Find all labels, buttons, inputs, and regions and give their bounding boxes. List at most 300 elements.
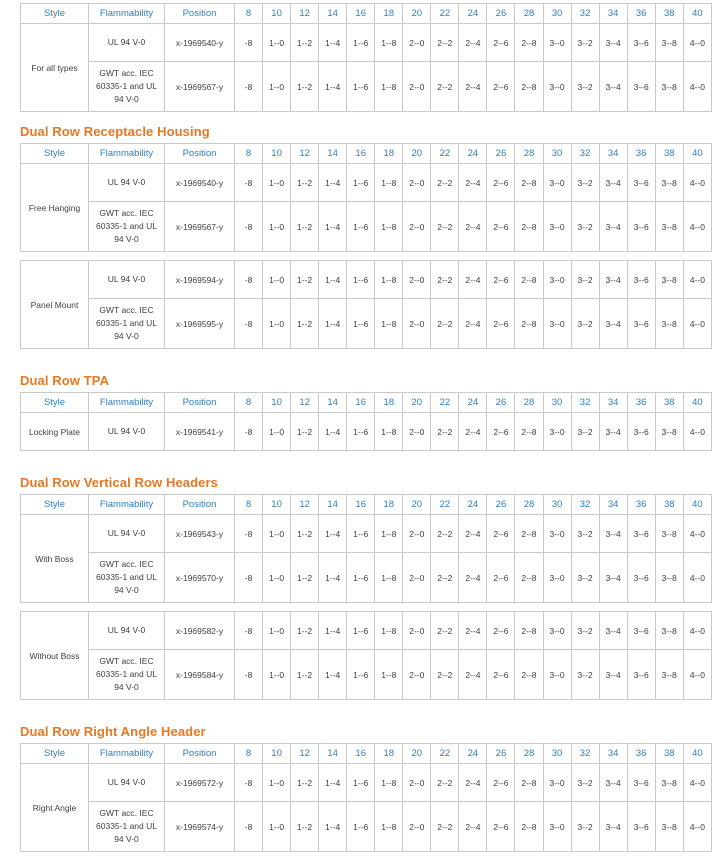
position-cell: x-1969540-y <box>165 164 235 202</box>
flammability-cell: UL 94 V-0 <box>89 261 165 299</box>
catalog-section <box>20 3 712 112</box>
position-cell: x-1969570-y <box>165 553 235 603</box>
count-cell: 3--0 <box>543 261 571 299</box>
count-cell: 3--4 <box>599 413 627 451</box>
column-header-count: 18 <box>375 4 403 24</box>
count-cell: 3--8 <box>655 62 683 112</box>
count-cell: 3--4 <box>599 612 627 650</box>
count-cell: 4--0 <box>683 299 711 349</box>
count-cell: 4--0 <box>683 24 711 62</box>
count-cell: 2--0 <box>403 24 431 62</box>
column-header-count: 26 <box>487 744 515 764</box>
count-cell: 2--0 <box>403 164 431 202</box>
count-cell: 2--2 <box>431 24 459 62</box>
flammability-cell: GWT acc. IEC 60335-1 and UL 94 V-0 <box>89 299 165 349</box>
flammability-cell: UL 94 V-0 <box>89 413 165 451</box>
count-cell: 2--6 <box>487 553 515 603</box>
count-cell: 2--8 <box>515 202 543 252</box>
column-header-count: 38 <box>655 744 683 764</box>
header-row <box>21 4 712 24</box>
count-cell: 1--8 <box>375 553 403 603</box>
column-header-count: 26 <box>487 144 515 164</box>
count-cell: 1--8 <box>375 802 403 852</box>
column-header-count: 28 <box>515 744 543 764</box>
count-cell: -8 <box>235 202 263 252</box>
count-cell: 3--4 <box>599 299 627 349</box>
count-cell: 2--4 <box>459 515 487 553</box>
count-cell: 3--0 <box>543 299 571 349</box>
column-header-count: 14 <box>319 4 347 24</box>
header-row <box>21 393 712 413</box>
count-cell: 1--4 <box>319 413 347 451</box>
count-cell: 1--2 <box>291 202 319 252</box>
column-header-count: 36 <box>627 4 655 24</box>
table-row <box>21 553 712 603</box>
position-cell: x-1969567-y <box>165 202 235 252</box>
column-header-style: Style <box>21 144 89 164</box>
count-cell: 3--2 <box>571 261 599 299</box>
column-header-count: 32 <box>571 495 599 515</box>
flammability-cell: UL 94 V-0 <box>89 764 165 802</box>
count-cell: -8 <box>235 553 263 603</box>
count-cell: 3--6 <box>627 261 655 299</box>
count-cell: 3--8 <box>655 515 683 553</box>
column-header-count: 32 <box>571 744 599 764</box>
count-cell: 1--2 <box>291 612 319 650</box>
column-header-count: 10 <box>263 4 291 24</box>
position-cell: x-1969584-y <box>165 650 235 700</box>
count-cell: 3--6 <box>627 612 655 650</box>
column-header-count: 8 <box>235 495 263 515</box>
count-cell: 4--0 <box>683 202 711 252</box>
count-cell: 2--0 <box>403 299 431 349</box>
count-cell: 2--0 <box>403 802 431 852</box>
column-header-count: 34 <box>599 744 627 764</box>
count-cell: 2--8 <box>515 612 543 650</box>
column-header-position: Position <box>165 744 235 764</box>
column-header-count: 40 <box>683 744 711 764</box>
table-row <box>21 62 712 112</box>
count-cell: 1--4 <box>319 802 347 852</box>
group-spacer-row <box>21 252 712 261</box>
table-row <box>21 650 712 700</box>
count-cell: 3--6 <box>627 764 655 802</box>
header-row <box>21 144 712 164</box>
count-cell: 4--0 <box>683 802 711 852</box>
column-header-count: 20 <box>403 144 431 164</box>
column-header-count: 14 <box>319 144 347 164</box>
count-cell: 2--8 <box>515 24 543 62</box>
column-header-count: 10 <box>263 744 291 764</box>
column-header-count: 40 <box>683 4 711 24</box>
column-header-flammability: Flammability <box>89 4 165 24</box>
column-header-count: 28 <box>515 495 543 515</box>
count-cell: 3--6 <box>627 62 655 112</box>
count-cell: 1--4 <box>319 515 347 553</box>
count-cell: 3--8 <box>655 164 683 202</box>
count-cell: 2--2 <box>431 515 459 553</box>
count-cell: 1--8 <box>375 515 403 553</box>
count-cell: 1--2 <box>291 553 319 603</box>
column-header-position: Position <box>165 495 235 515</box>
column-header-count: 30 <box>543 144 571 164</box>
column-header-count: 18 <box>375 144 403 164</box>
count-cell: 1--2 <box>291 261 319 299</box>
table-row <box>21 24 712 62</box>
column-header-count: 32 <box>571 4 599 24</box>
count-cell: -8 <box>235 764 263 802</box>
table-row <box>21 515 712 553</box>
table-row <box>21 413 712 451</box>
count-cell: 1--6 <box>347 612 375 650</box>
column-header-count: 8 <box>235 744 263 764</box>
count-cell: 3--6 <box>627 202 655 252</box>
count-cell: 2--8 <box>515 650 543 700</box>
count-cell: 3--8 <box>655 299 683 349</box>
column-header-count: 36 <box>627 393 655 413</box>
table-row <box>21 764 712 802</box>
count-cell: 4--0 <box>683 515 711 553</box>
count-cell: 1--2 <box>291 802 319 852</box>
count-cell: -8 <box>235 299 263 349</box>
column-header-count: 22 <box>431 393 459 413</box>
count-cell: 3--4 <box>599 24 627 62</box>
count-cell: -8 <box>235 802 263 852</box>
column-header-style: Style <box>21 393 89 413</box>
count-cell: 1--0 <box>263 62 291 112</box>
count-cell: 3--4 <box>599 650 627 700</box>
style-cell: Without Boss <box>21 612 89 700</box>
count-cell: 1--6 <box>347 261 375 299</box>
count-cell: 3--0 <box>543 553 571 603</box>
count-cell: 3--4 <box>599 553 627 603</box>
count-cell: 1--4 <box>319 164 347 202</box>
column-header-count: 12 <box>291 744 319 764</box>
section-heading: Dual Row Vertical Row Headers <box>20 475 218 490</box>
position-cell: x-1969541-y <box>165 413 235 451</box>
count-cell: 3--6 <box>627 24 655 62</box>
column-header-count: 16 <box>347 144 375 164</box>
count-cell: 2--8 <box>515 62 543 112</box>
column-header-count: 14 <box>319 495 347 515</box>
column-header-count: 14 <box>319 744 347 764</box>
column-header-count: 26 <box>487 393 515 413</box>
column-header-count: 24 <box>459 393 487 413</box>
count-cell: 4--0 <box>683 413 711 451</box>
column-header-flammability: Flammability <box>89 744 165 764</box>
count-cell: 2--2 <box>431 299 459 349</box>
count-cell: 1--8 <box>375 62 403 112</box>
count-cell: 1--8 <box>375 612 403 650</box>
column-header-count: 34 <box>599 393 627 413</box>
count-cell: 3--6 <box>627 553 655 603</box>
column-header-count: 20 <box>403 744 431 764</box>
table-row <box>21 261 712 299</box>
count-cell: 3--2 <box>571 299 599 349</box>
table-row <box>21 164 712 202</box>
count-cell: 1--0 <box>263 764 291 802</box>
column-header-count: 38 <box>655 495 683 515</box>
column-header-count: 16 <box>347 393 375 413</box>
column-header-count: 22 <box>431 4 459 24</box>
parts-table <box>20 143 712 349</box>
count-cell: 2--6 <box>487 802 515 852</box>
column-header-count: 22 <box>431 495 459 515</box>
section-heading: Dual Row Right Angle Header <box>20 724 206 739</box>
count-cell: 1--6 <box>347 764 375 802</box>
count-cell: 2--0 <box>403 62 431 112</box>
count-cell: 1--4 <box>319 261 347 299</box>
count-cell: 3--0 <box>543 62 571 112</box>
column-header-count: 10 <box>263 393 291 413</box>
count-cell: 2--4 <box>459 650 487 700</box>
count-cell: 4--0 <box>683 764 711 802</box>
count-cell: 3--0 <box>543 24 571 62</box>
spacer-cell <box>21 252 712 261</box>
count-cell: 2--8 <box>515 261 543 299</box>
count-cell: 2--8 <box>515 802 543 852</box>
count-cell: 1--2 <box>291 515 319 553</box>
column-header-count: 38 <box>655 393 683 413</box>
count-cell: 2--4 <box>459 202 487 252</box>
table-row <box>21 299 712 349</box>
count-cell: 3--4 <box>599 164 627 202</box>
column-header-count: 24 <box>459 144 487 164</box>
count-cell: 3--2 <box>571 612 599 650</box>
count-cell: 3--2 <box>571 802 599 852</box>
count-cell: 2--0 <box>403 764 431 802</box>
count-cell: 1--2 <box>291 62 319 112</box>
count-cell: 3--6 <box>627 164 655 202</box>
count-cell: 1--4 <box>319 650 347 700</box>
column-header-count: 12 <box>291 4 319 24</box>
count-cell: 3--6 <box>627 802 655 852</box>
count-cell: 2--0 <box>403 515 431 553</box>
count-cell: 3--8 <box>655 202 683 252</box>
catalog-section <box>20 724 712 852</box>
count-cell: 2--0 <box>403 650 431 700</box>
count-cell: 3--8 <box>655 650 683 700</box>
count-cell: 3--2 <box>571 62 599 112</box>
flammability-cell: GWT acc. IEC 60335-1 and UL 94 V-0 <box>89 62 165 112</box>
count-cell: 2--8 <box>515 764 543 802</box>
count-cell: 3--2 <box>571 553 599 603</box>
catalog-section <box>20 475 712 700</box>
count-cell: 1--0 <box>263 24 291 62</box>
count-cell: 1--6 <box>347 202 375 252</box>
count-cell: 2--4 <box>459 764 487 802</box>
count-cell: 1--4 <box>319 299 347 349</box>
count-cell: -8 <box>235 413 263 451</box>
column-header-count: 8 <box>235 144 263 164</box>
count-cell: 2--6 <box>487 261 515 299</box>
style-cell: Free Hanging <box>21 164 89 252</box>
count-cell: 2--6 <box>487 299 515 349</box>
count-cell: 3--4 <box>599 261 627 299</box>
flammability-cell: UL 94 V-0 <box>89 612 165 650</box>
count-cell: 1--6 <box>347 413 375 451</box>
column-header-count: 20 <box>403 4 431 24</box>
count-cell: 1--4 <box>319 612 347 650</box>
count-cell: 1--2 <box>291 164 319 202</box>
count-cell: 2--4 <box>459 612 487 650</box>
spacer-cell <box>21 603 712 612</box>
column-header-position: Position <box>165 393 235 413</box>
count-cell: 2--4 <box>459 164 487 202</box>
column-header-count: 26 <box>487 495 515 515</box>
count-cell: 1--0 <box>263 164 291 202</box>
count-cell: 1--4 <box>319 24 347 62</box>
column-header-count: 12 <box>291 393 319 413</box>
count-cell: 1--2 <box>291 764 319 802</box>
count-cell: 2--2 <box>431 261 459 299</box>
count-cell: 2--2 <box>431 553 459 603</box>
count-cell: 1--2 <box>291 413 319 451</box>
table-row <box>21 612 712 650</box>
column-header-count: 26 <box>487 4 515 24</box>
count-cell: 2--2 <box>431 413 459 451</box>
count-cell: 1--6 <box>347 24 375 62</box>
column-header-count: 8 <box>235 4 263 24</box>
count-cell: 2--6 <box>487 650 515 700</box>
count-cell: 2--2 <box>431 764 459 802</box>
count-cell: 3--4 <box>599 202 627 252</box>
count-cell: -8 <box>235 650 263 700</box>
count-cell: 3--8 <box>655 764 683 802</box>
column-header-count: 30 <box>543 744 571 764</box>
count-cell: 3--2 <box>571 413 599 451</box>
count-cell: 2--8 <box>515 299 543 349</box>
count-cell: 4--0 <box>683 62 711 112</box>
column-header-count: 36 <box>627 744 655 764</box>
count-cell: 2--4 <box>459 413 487 451</box>
count-cell: 4--0 <box>683 650 711 700</box>
count-cell: 2--8 <box>515 553 543 603</box>
style-cell: For all types <box>21 24 89 112</box>
count-cell: 1--6 <box>347 802 375 852</box>
count-cell: 3--0 <box>543 413 571 451</box>
position-cell: x-1969574-y <box>165 802 235 852</box>
count-cell: 1--4 <box>319 202 347 252</box>
count-cell: 2--4 <box>459 261 487 299</box>
count-cell: 1--2 <box>291 299 319 349</box>
column-header-count: 40 <box>683 393 711 413</box>
parts-table <box>20 392 712 451</box>
column-header-count: 20 <box>403 495 431 515</box>
parts-table <box>20 743 712 852</box>
count-cell: 1--2 <box>291 650 319 700</box>
column-header-count: 40 <box>683 144 711 164</box>
count-cell: 1--8 <box>375 299 403 349</box>
header-row <box>21 744 712 764</box>
column-header-count: 36 <box>627 144 655 164</box>
count-cell: 3--6 <box>627 650 655 700</box>
flammability-cell: GWT acc. IEC 60335-1 and UL 94 V-0 <box>89 202 165 252</box>
count-cell: 2--8 <box>515 164 543 202</box>
column-header-count: 36 <box>627 495 655 515</box>
column-header-count: 32 <box>571 393 599 413</box>
count-cell: 3--0 <box>543 515 571 553</box>
column-header-position: Position <box>165 144 235 164</box>
count-cell: 3--8 <box>655 261 683 299</box>
style-cell: With Boss <box>21 515 89 603</box>
count-cell: 1--6 <box>347 553 375 603</box>
parts-table <box>20 3 712 112</box>
column-header-flammability: Flammability <box>89 144 165 164</box>
flammability-cell: GWT acc. IEC 60335-1 and UL 94 V-0 <box>89 553 165 603</box>
count-cell: 2--6 <box>487 164 515 202</box>
count-cell: -8 <box>235 164 263 202</box>
column-header-count: 30 <box>543 393 571 413</box>
position-cell: x-1969595-y <box>165 299 235 349</box>
count-cell: 2--2 <box>431 802 459 852</box>
count-cell: 3--0 <box>543 802 571 852</box>
count-cell: -8 <box>235 24 263 62</box>
count-cell: 1--4 <box>319 553 347 603</box>
column-header-count: 18 <box>375 393 403 413</box>
count-cell: 2--6 <box>487 24 515 62</box>
flammability-cell: GWT acc. IEC 60335-1 and UL 94 V-0 <box>89 650 165 700</box>
position-cell: x-1969594-y <box>165 261 235 299</box>
count-cell: 2--0 <box>403 612 431 650</box>
column-header-count: 16 <box>347 4 375 24</box>
count-cell: 1--2 <box>291 24 319 62</box>
count-cell: 3--2 <box>571 202 599 252</box>
count-cell: 1--6 <box>347 164 375 202</box>
count-cell: 3--4 <box>599 62 627 112</box>
count-cell: 3--0 <box>543 650 571 700</box>
count-cell: 3--8 <box>655 802 683 852</box>
count-cell: 3--8 <box>655 553 683 603</box>
count-cell: 3--0 <box>543 612 571 650</box>
count-cell: 2--0 <box>403 261 431 299</box>
count-cell: 2--6 <box>487 202 515 252</box>
count-cell: 3--0 <box>543 164 571 202</box>
count-cell: 3--0 <box>543 764 571 802</box>
header-row <box>21 495 712 515</box>
column-header-flammability: Flammability <box>89 495 165 515</box>
position-cell: x-1969572-y <box>165 764 235 802</box>
parts-table <box>20 494 712 700</box>
column-header-count: 34 <box>599 495 627 515</box>
count-cell: 3--2 <box>571 24 599 62</box>
count-cell: 1--0 <box>263 413 291 451</box>
table-row <box>21 202 712 252</box>
column-header-count: 24 <box>459 495 487 515</box>
column-header-count: 34 <box>599 4 627 24</box>
count-cell: 2--2 <box>431 612 459 650</box>
column-header-count: 34 <box>599 144 627 164</box>
count-cell: -8 <box>235 612 263 650</box>
count-cell: 1--0 <box>263 802 291 852</box>
count-cell: 1--4 <box>319 764 347 802</box>
count-cell: 2--4 <box>459 553 487 603</box>
column-header-style: Style <box>21 744 89 764</box>
column-header-count: 8 <box>235 393 263 413</box>
count-cell: 2--4 <box>459 24 487 62</box>
table-row <box>21 802 712 852</box>
count-cell: 2--4 <box>459 62 487 112</box>
count-cell: 3--2 <box>571 650 599 700</box>
count-cell: 2--4 <box>459 299 487 349</box>
count-cell: 2--2 <box>431 650 459 700</box>
count-cell: 1--8 <box>375 24 403 62</box>
column-header-flammability: Flammability <box>89 393 165 413</box>
catalog-section <box>20 373 712 451</box>
count-cell: 2--6 <box>487 515 515 553</box>
count-cell: 2--6 <box>487 764 515 802</box>
column-header-count: 24 <box>459 744 487 764</box>
